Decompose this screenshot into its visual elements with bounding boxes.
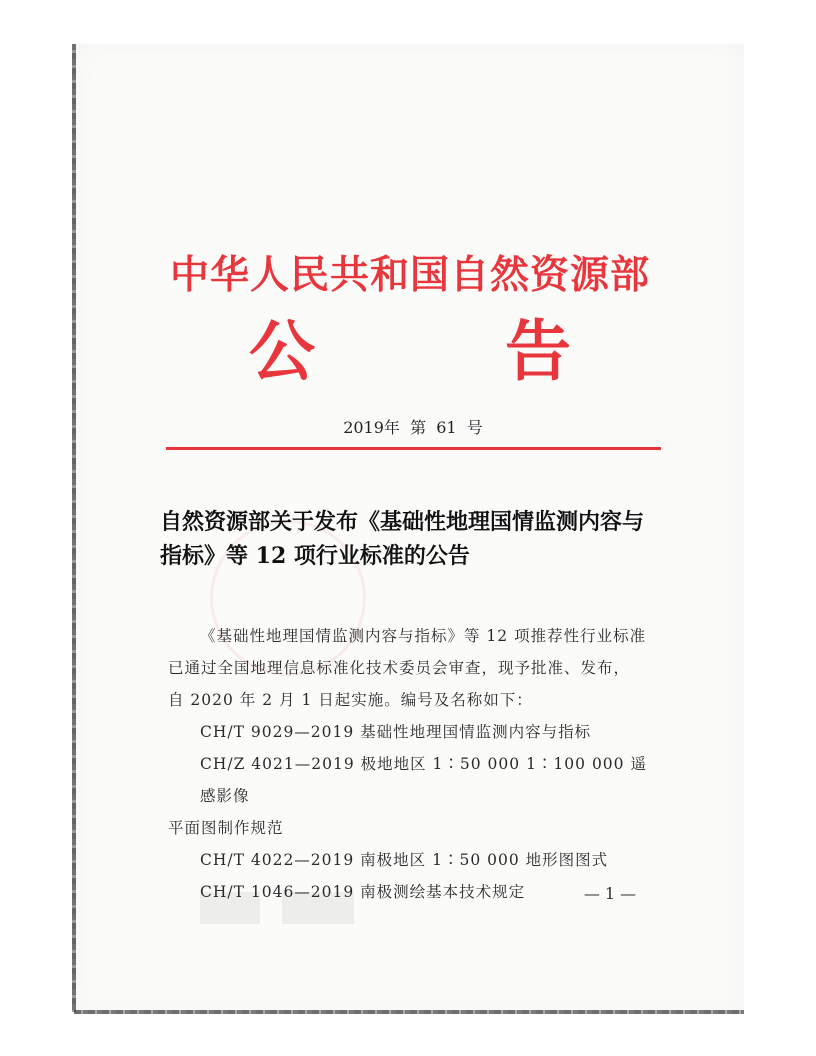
announcement-body	[168, 620, 663, 908]
body-line-2: 已通过全国地理信息标准化技术委员会审查，现予批准、发布，	[168, 659, 631, 677]
announcement-title-line-1: 自然资源部关于发布《基础性地理国情监测内容与	[160, 509, 645, 535]
announcement-heading-left: 公	[249, 312, 315, 390]
page-left-edge	[72, 44, 76, 1012]
standard-item-2: CH/Z 4021—2019 极地地区 1∶50 000 1∶100 000 遥感影像	[200, 755, 647, 805]
announcement-title-line-2: 指标》等 12 项行业标准的公告	[160, 543, 470, 569]
page-number: — 1 —	[583, 884, 637, 903]
page-bottom-edge	[74, 1010, 744, 1014]
announcement-title	[160, 505, 660, 573]
announcement-heading	[150, 298, 670, 393]
standard-item-1: CH/T 9029—2019 基础性地理国情监测内容与指标	[200, 723, 592, 741]
body-line-3: 自 2020 年 2 月 1 日起实施。编号及名称如下：	[168, 691, 533, 709]
standard-item-3: CH/T 4022—2019 南极地区 1∶50 000 地形图图式	[200, 851, 609, 869]
standard-item-2-continued: 平面图制作规范	[168, 819, 284, 837]
red-divider-rule	[166, 447, 661, 450]
announcement-heading-right: 告	[505, 312, 571, 390]
standard-item-4: CH/T 1046—2019 南极测绘基本技术规定	[200, 883, 526, 901]
issuer-title: 中华人民共和国自然资源部	[169, 252, 650, 298]
document-number: 2019年 第 61 号	[343, 418, 483, 437]
body-line-1: 《基础性地理国情监测内容与指标》等 12 项推荐性行业标准	[200, 627, 647, 645]
